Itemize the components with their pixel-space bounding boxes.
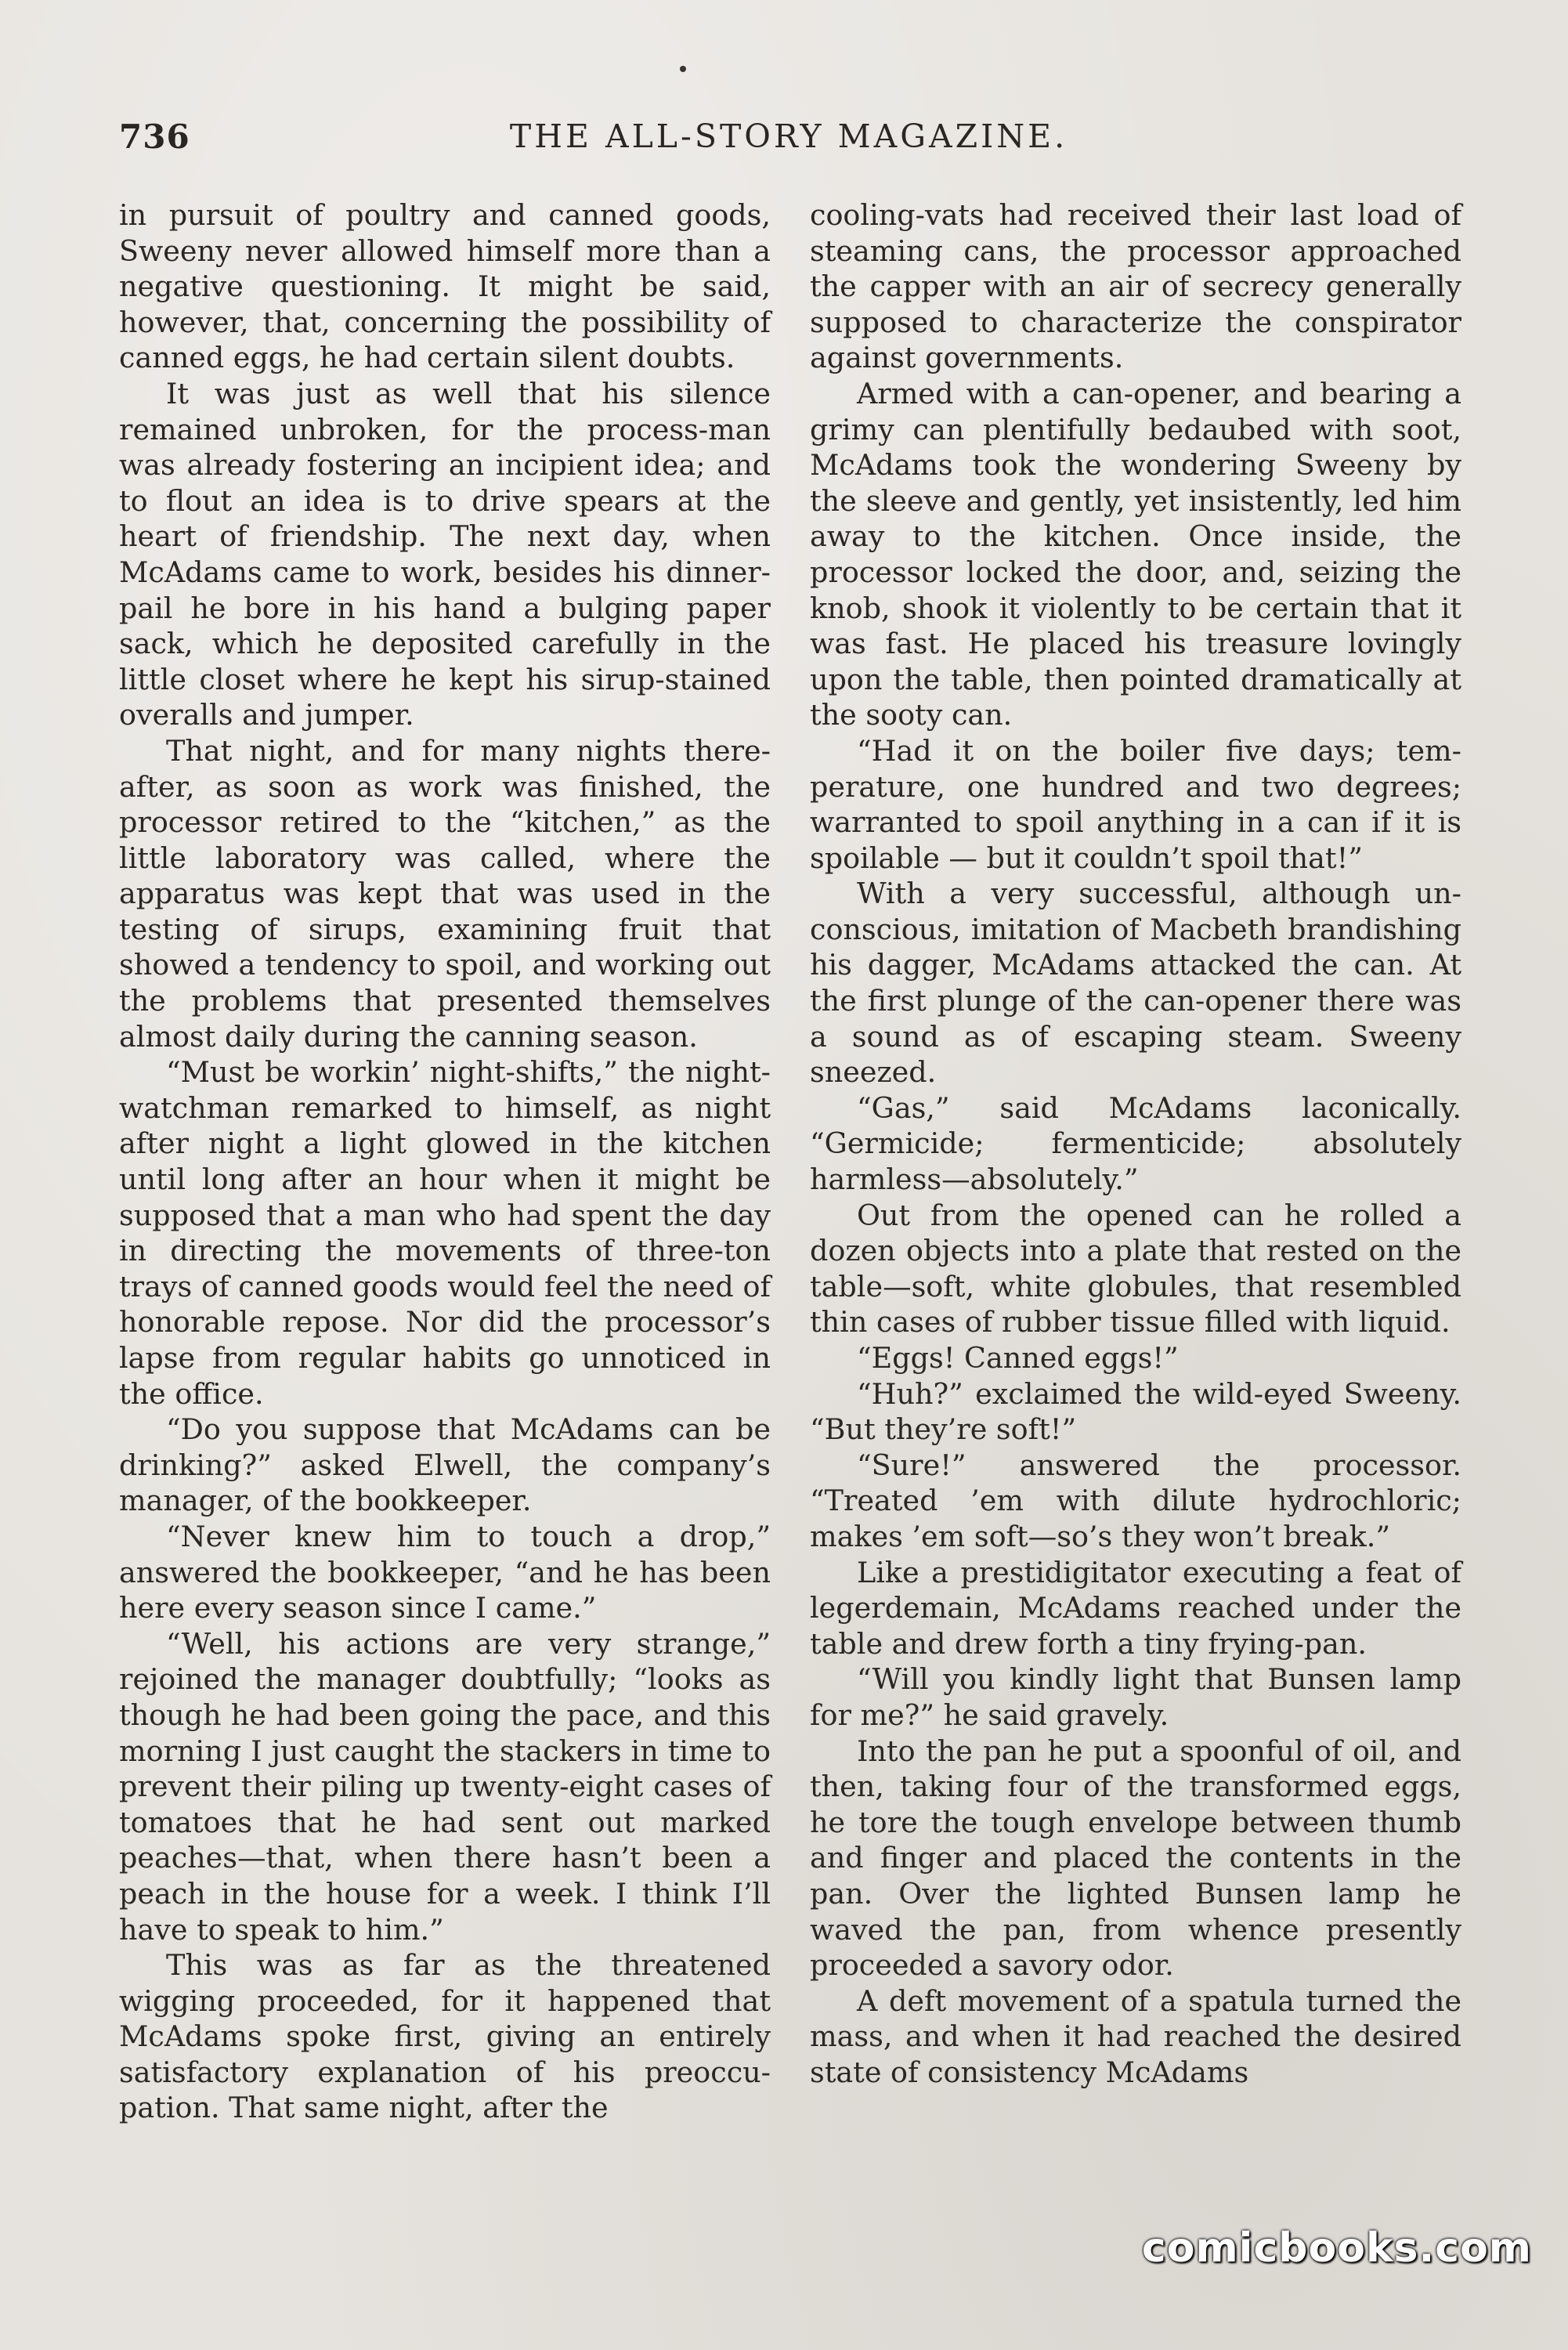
left-column [119,197,771,2126]
page-header [119,118,1458,172]
ink-speck [680,66,686,72]
paragraph: “Sure!” answered the processor. “Treated ’em with dilute hydrochloric; makes ’em soft—so’s they won’t break.” [810,1448,1461,1553]
paragraph: in pursuit of poultry and canned goods, Sweeny never allowed himself more than a negative questioning. It might be said, however, that, concerning the possibility of canned eggs, he had certain silent doubts. [119,198,771,375]
paragraph: “Had it on the boiler five days; temperature, one hundred and two degrees; warranted to spoil anything in a can if it is spoilable — but it couldn’t spoil that!” [810,733,1461,875]
paragraph: “Gas,” said McAdams laconically. “Germicide; fermenticide; absolutely harmless—absolutely.” [810,1090,1461,1197]
paragraph: With a very successful, although unconscious, imitation of Macbeth brandishing his dagger, McAdams attacked the can. At the first plunge of the can-opener there was a sound as of escaping steam. Sweeny sneezed. [810,877,1461,1090]
paragraph: That night, and for many nights thereafter, as soon as work was finished, the processor retired to the “kitchen,” as the little laboratory was called, where the apparatus was kept that was used in the testing of sirups, examining fruit that showed a tendency to spoil, and working out the problems that presented themselves almost daily during the canning season. [119,733,771,1054]
watermark: comicbooks.com [1141,2225,1532,2272]
paragraph: “Do you suppose that McAdams can be drinking?” asked Elwell, the company’s manager, of the bookkeeper. [119,1412,771,1518]
paragraph: “Huh?” exclaimed the wild-eyed Sweeny. “But they’re soft!” [810,1376,1461,1447]
paragraph: “Never knew him to touch a drop,” answered the bookkeeper, “and he has been here every season since I came.” [119,1519,771,1625]
paragraph: Out from the opened can he rolled a dozen objects into a plate that rested on the table—soft, white globules, that resembled thin cases of rubber tissue filled with liquid. [810,1198,1461,1340]
right-column [810,197,1461,2090]
paragraph: Into the pan he put a spoonful of oil, and then, taking four of the transformed eggs, he tore the tough envelope between thumb and finger and placed the contents in the pan. Over the lighted Bunsen lamp he waved the pan, from whence presently proceeded a savory odor. [810,1734,1461,1983]
paragraph: A deft movement of a spatula turned the mass, and when it had reached the desired state of consistency McAdams [810,1983,1461,2089]
paragraph: “Eggs! Canned eggs!” [857,1341,1179,1375]
page-number: 736 [119,118,190,156]
paragraph: This was as far as the threatened wigging proceeded, for it happened that McAdams spoke first, giving an entirely satisfactory explanation of his preoccupation. That same night, after the [119,1948,771,2125]
paragraph: Like a prestidigitator executing a feat of legerdemain, McAdams reached under the table and drew forth a tiny frying-pan. [810,1555,1461,1661]
paragraph: “Well, his actions are very strange,” rejoined the manager doubtfully; “looks as though he had been going the pace, and this morning I just caught the stackers in time to prevent their piling up twenty-eight cases of tomatoes that he had sent out marked peaches—that, when there hasn’t been a peach in the house for a week. I think I’ll have to speak to him.” [119,1626,771,1947]
paragraph: “Must be workin’ night-shifts,” the night-watchman remarked to himself, as night after night a light glowed in the kitchen until long after an hour when it might be supposed that a man who had spent the day in directing the movements of three-ton trays of canned goods would feel the need of honorable repose. Nor did the processor’s lapse from regular habits go unnoticed in the office. [119,1055,771,1411]
paragraph: “Will you kindly light that Bunsen lamp for me?” he said gravely. [810,1662,1461,1732]
paragraph: cooling-vats had received their last load of steaming cans, the processor approached the capper with an air of secrecy generally supposed to characterize the conspirator against governments. [810,198,1461,375]
paragraph: It was just as well that his silence remained unbroken, for the process-man was already fostering an incipient idea; and to flout an idea is to drive spears at the heart of friendship. The next day, when McAdams came to work, besides his dinner-pail he bore in his hand a bulging paper sack, which he deposited carefully in the little closet where he kept his sirup-stained overalls and jumper. [119,376,771,732]
running-head: THE ALL-STORY MAGAZINE. [509,118,1068,155]
paragraph: Armed with a can-opener, and bearing a grimy can plentifully bedaubed with soot, McAdams took the wondering Sweeny by the sleeve and gently, yet insistently, led him away to the kitchen. Once inside, the processor locked the door, and, seizing the knob, shook it violently to be certain that it was fast. He placed his treasure lovingly upon the table, then pointed dramatically at the sooty can. [810,376,1461,732]
